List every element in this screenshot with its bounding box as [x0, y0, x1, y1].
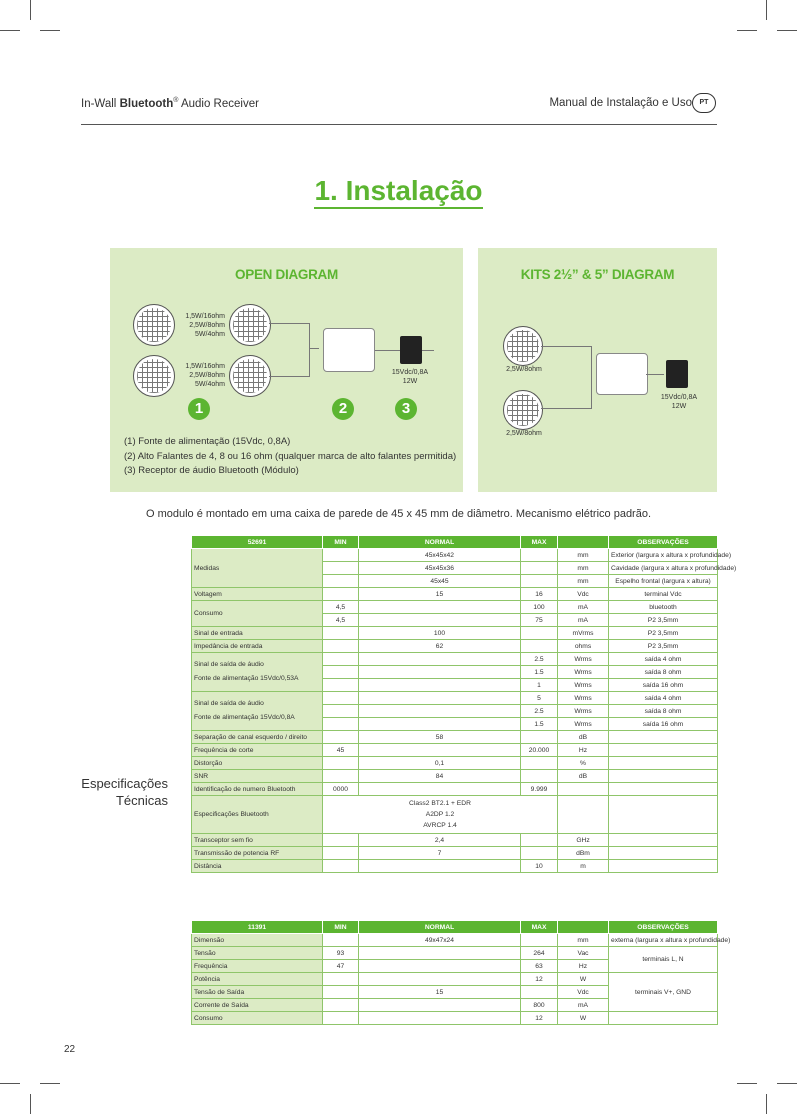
cell-normal: 100 — [359, 627, 521, 640]
cell-obs: Espelho frontal (largura x altura) — [609, 575, 718, 588]
cell-obs: saída 16 ohm — [609, 718, 718, 731]
psu-rating-line: 15Vdc/0,8A — [660, 394, 698, 401]
table-row — [192, 796, 718, 834]
cell-min: 4,5 — [323, 614, 359, 627]
cell-max: 800 — [521, 999, 558, 1012]
table-row — [192, 783, 718, 796]
cell-obs — [609, 731, 718, 744]
crop-mark — [766, 1094, 767, 1114]
power-supply-icon — [400, 336, 422, 364]
psu-rating-label — [380, 368, 440, 386]
rating-line: 5W/4ohm — [195, 331, 225, 338]
cell-obs: bluetooth — [609, 601, 718, 614]
cell-obs — [609, 860, 718, 873]
cell-max: 75 — [521, 614, 558, 627]
header-divider — [81, 124, 717, 125]
cell-normal — [359, 653, 521, 666]
cell-obs — [609, 744, 718, 757]
cell-max: 1 — [521, 679, 558, 692]
cell-min: 47 — [323, 960, 359, 973]
cell-normal — [359, 1012, 521, 1025]
legend-item: (2) Alto Falantes de 4, 8 ou 16 ohm (qualquer marca de alto falantes permitida) — [124, 450, 457, 462]
crop-mark — [737, 1083, 757, 1084]
cell-min — [323, 934, 359, 947]
cell-obs — [609, 847, 718, 860]
cell-unit: Wrms — [558, 692, 609, 705]
speaker-icon — [133, 304, 175, 346]
cell-obs — [609, 783, 718, 796]
table-row — [192, 653, 718, 666]
cell-min — [323, 1012, 359, 1025]
table-header: NORMAL — [359, 536, 521, 549]
header-manual: Manual de Instalação e Uso — [549, 97, 692, 109]
cell-min — [323, 731, 359, 744]
cell-unit: GHz — [558, 834, 609, 847]
cell-min — [323, 973, 359, 986]
cell-normal — [359, 973, 521, 986]
cell-max: 20.000 — [521, 744, 558, 757]
speaker-icon — [133, 355, 175, 397]
cell-normal: 45x45x42 — [359, 549, 521, 562]
cell-max: 10 — [521, 860, 558, 873]
table-row — [192, 973, 718, 986]
cell-max — [521, 934, 558, 947]
cell-max — [521, 731, 558, 744]
wire — [422, 350, 434, 351]
table-row — [192, 860, 718, 873]
cell-max: 12 — [521, 973, 558, 986]
cell-obs — [609, 834, 718, 847]
wire — [541, 346, 591, 347]
cell-min — [323, 562, 359, 575]
cell-obs: saída 4 ohm — [609, 653, 718, 666]
cell-min — [323, 757, 359, 770]
cell-normal: 62 — [359, 640, 521, 653]
badge-1: 1 — [188, 398, 210, 420]
speaker-rating-label: 2,5W/8ohm — [506, 366, 542, 373]
speaker-icon — [503, 390, 543, 430]
speaker-rating-label — [180, 312, 225, 339]
spec-table-52691 — [191, 535, 737, 873]
cell-max — [521, 847, 558, 860]
cell-min — [323, 588, 359, 601]
cell-max — [521, 834, 558, 847]
row-label: Distorção — [192, 757, 323, 770]
cell-min — [323, 679, 359, 692]
rating-line: 1,5W/16ohm — [185, 313, 225, 320]
row-label: Distância — [192, 860, 323, 873]
cell-normal — [359, 718, 521, 731]
table-row — [192, 588, 718, 601]
badge-3: 3 — [395, 398, 417, 420]
cell-max: 63 — [521, 960, 558, 973]
crop-mark — [30, 0, 31, 20]
table-row — [192, 692, 718, 705]
intro-text: O modulo é montado em uma caixa de parede de 45 x 45 mm de diâmetro. Mecanismo elétrico padrão. — [145, 508, 652, 520]
row-label: Transmissão de potencia RF — [192, 847, 323, 860]
cell-normal: 84 — [359, 770, 521, 783]
crop-mark — [40, 30, 60, 31]
row-label: Sinal de saída de áudio Fonte de alimentação 15Vdc/0,53A — [192, 653, 323, 692]
cell-normal: 49x47x24 — [359, 934, 521, 947]
cell-normal — [359, 947, 521, 960]
cell-max — [521, 575, 558, 588]
cell-min — [323, 549, 359, 562]
cell-max — [521, 770, 558, 783]
row-label: Dimensão — [192, 934, 323, 947]
wire — [269, 376, 309, 377]
cell-min — [323, 627, 359, 640]
cell-normal — [359, 860, 521, 873]
row-label: Frequência — [192, 960, 323, 973]
cell-unit: Wrms — [558, 718, 609, 731]
crop-mark — [0, 30, 20, 31]
cell-min — [323, 770, 359, 783]
cell-normal: 15 — [359, 588, 521, 601]
cell-min — [323, 575, 359, 588]
cell-normal — [359, 960, 521, 973]
cell-normal: 7 — [359, 847, 521, 860]
cell-normal — [359, 744, 521, 757]
bluetooth-module-icon — [323, 328, 375, 372]
row-label: Tensão de Saída — [192, 986, 323, 999]
product-suffix: Audio Receiver — [178, 97, 259, 110]
cell-min — [323, 999, 359, 1012]
cell-obs — [609, 757, 718, 770]
table-header: MIN — [323, 536, 359, 549]
cell-normal — [359, 601, 521, 614]
cell-obs — [609, 770, 718, 783]
row-label: Medidas — [192, 549, 323, 588]
cell-min — [323, 847, 359, 860]
speaker-icon — [229, 355, 271, 397]
cell-unit: dBm — [558, 847, 609, 860]
row-label: Consumo — [192, 1012, 323, 1025]
speaker-rating-label: 2,5W/8ohm — [506, 430, 542, 437]
side-title-line: Técnicas — [115, 793, 168, 808]
row-label: Frequência de corte — [192, 744, 323, 757]
cell-max: 12 — [521, 1012, 558, 1025]
table-row — [192, 601, 718, 614]
table-header: OBSERVAÇÕES — [609, 921, 718, 934]
cell-min: 4,5 — [323, 601, 359, 614]
cell-normal: 58 — [359, 731, 521, 744]
cell-unit: Hz — [558, 960, 609, 973]
side-title-line: Especificações — [81, 776, 168, 791]
cell-max: 16 — [521, 588, 558, 601]
cell-unit: dB — [558, 731, 609, 744]
crop-mark — [777, 1083, 797, 1084]
cell-min — [323, 692, 359, 705]
table-row — [192, 744, 718, 757]
cell-min — [323, 834, 359, 847]
legend-item: (3) Receptor de áudio Bluetooth (Módulo) — [124, 465, 299, 476]
cell-obs: saída 8 ohm — [609, 666, 718, 679]
table-row — [192, 847, 718, 860]
cell-obs: P2 3,5mm — [609, 640, 718, 653]
row-label: SNR — [192, 770, 323, 783]
cell-normal: 45x45x36 — [359, 562, 521, 575]
bluetooth-module-icon — [596, 353, 648, 395]
cell-normal: 45x45 — [359, 575, 521, 588]
cell-obs: terminais V+, GND — [609, 973, 718, 1012]
crop-mark — [40, 1083, 60, 1084]
cell-obs — [609, 796, 718, 834]
crop-mark — [777, 30, 797, 31]
cell-min: 0000 — [323, 783, 359, 796]
speaker-rating-label — [180, 362, 225, 389]
cell-normal: 2,4 — [359, 834, 521, 847]
cell-unit: Wrms — [558, 653, 609, 666]
row-label: Potência — [192, 973, 323, 986]
row-label: Impedância de entrada — [192, 640, 323, 653]
cell-obs: P2 3,5mm — [609, 614, 718, 627]
table-row — [192, 757, 718, 770]
cell-max: 1.5 — [521, 666, 558, 679]
cell-normal — [359, 999, 521, 1012]
table-row — [192, 947, 718, 960]
cell-obs: saída 4 ohm — [609, 692, 718, 705]
cell-unit: Wrms — [558, 666, 609, 679]
row-label: Tensão — [192, 947, 323, 960]
cell-max — [521, 549, 558, 562]
row-label: Separação de canal esquerdo / direito — [192, 731, 323, 744]
table-row — [192, 731, 718, 744]
cell-unit: mm — [558, 562, 609, 575]
cell-max: 2.5 — [521, 705, 558, 718]
badge-2: 2 — [332, 398, 354, 420]
table-header — [558, 536, 609, 549]
cell-unit: ohms — [558, 640, 609, 653]
cell-unit: mm — [558, 575, 609, 588]
cell-unit: m — [558, 860, 609, 873]
registered-mark: ® — [173, 97, 179, 104]
table-row — [192, 934, 718, 947]
cell-normal — [359, 692, 521, 705]
cell-obs: terminais L, N — [609, 947, 718, 973]
cell-min — [323, 640, 359, 653]
table-header: 52691 — [192, 536, 323, 549]
cell-max — [521, 986, 558, 999]
cell-obs: Cavidade (largura x altura x profundidade) — [609, 562, 718, 575]
cell-unit — [558, 783, 609, 796]
speaker-icon — [503, 326, 543, 366]
table-header: MAX — [521, 536, 558, 549]
rating-line: 2,5W/8ohm — [189, 372, 225, 379]
cell-obs: saída 16 ohm — [609, 679, 718, 692]
cell-unit: mA — [558, 601, 609, 614]
table-row — [192, 834, 718, 847]
cell-min: 45 — [323, 744, 359, 757]
cell-normal — [359, 679, 521, 692]
table-row — [192, 770, 718, 783]
speaker-icon — [229, 304, 271, 346]
table-header: OBSERVAÇÕES — [609, 536, 718, 549]
wire — [309, 348, 319, 349]
table-header: NORMAL — [359, 921, 521, 934]
header-product — [81, 97, 259, 110]
cell-max — [521, 562, 558, 575]
section-title — [0, 175, 797, 207]
page-number: 22 — [64, 1044, 76, 1055]
wire — [269, 323, 309, 324]
row-label: Sinal de saída de áudio Fonte de alimentação 15Vdc/0,8A — [192, 692, 323, 731]
cell-max: 1.5 — [521, 718, 558, 731]
cell-max — [521, 757, 558, 770]
spec-table-11391 — [191, 920, 731, 1025]
section-title-text: 1. Instalação — [314, 175, 482, 209]
cell-unit: dB — [558, 770, 609, 783]
cell-unit: Vdc — [558, 986, 609, 999]
cell-min — [323, 705, 359, 718]
crop-mark — [737, 30, 757, 31]
cell-obs — [609, 1012, 718, 1025]
table-header: MAX — [521, 921, 558, 934]
cell-obs: terminal Vdc — [609, 588, 718, 601]
row-label: Sinal de entrada — [192, 627, 323, 640]
cell-max: 9.999 — [521, 783, 558, 796]
language-badge: PT — [692, 93, 716, 113]
row-label: Voltagem — [192, 588, 323, 601]
cell-normal — [359, 783, 521, 796]
cell-unit: Vac — [558, 947, 609, 960]
psu-rating-label — [650, 393, 708, 411]
table-header: 11391 — [192, 921, 323, 934]
crop-mark — [30, 1094, 31, 1114]
psu-rating-line: 12W — [402, 378, 418, 385]
cell-normal — [359, 614, 521, 627]
cell-unit: % — [558, 757, 609, 770]
wire — [646, 374, 664, 375]
row-label: Corrente de Saída — [192, 999, 323, 1012]
legend-item: (1) Fonte de alimentação (15Vdc, 0,8A) — [124, 436, 291, 447]
table-row — [192, 1012, 718, 1025]
cell-min — [323, 986, 359, 999]
specs-side-title — [81, 775, 168, 809]
cell-max: 100 — [521, 601, 558, 614]
open-diagram-title: OPEN DIAGRAM — [235, 267, 338, 282]
wire — [541, 408, 591, 409]
cell-min — [323, 666, 359, 679]
wire — [375, 350, 400, 351]
kits-diagram-title: KITS 2½” & 5” DIAGRAM — [520, 267, 675, 282]
rating-line: 1,5W/16ohm — [185, 363, 225, 370]
cell-normal — [359, 666, 521, 679]
table-row — [192, 549, 718, 562]
rating-line: 2,5W/8ohm — [189, 322, 225, 329]
cell-unit: mm — [558, 934, 609, 947]
row-label: Transceptor sem fio — [192, 834, 323, 847]
table-row — [192, 640, 718, 653]
cell-min — [323, 860, 359, 873]
cell-normal: Class2 BT2.1 + EDR A2DP 1.2 AVRCP 1.4 — [323, 796, 558, 834]
cell-min: 93 — [323, 947, 359, 960]
kits-diagram-panel — [478, 248, 717, 492]
row-label: Identificação de numero Bluetooth — [192, 783, 323, 796]
wire — [591, 346, 592, 409]
cell-max — [521, 640, 558, 653]
rating-line: 5W/4ohm — [195, 381, 225, 388]
crop-mark — [0, 1083, 20, 1084]
cell-min — [323, 653, 359, 666]
cell-unit: mVrms — [558, 627, 609, 640]
cell-obs: saída 8 ohm — [609, 705, 718, 718]
cell-unit: Wrms — [558, 679, 609, 692]
cell-max: 264 — [521, 947, 558, 960]
cell-unit: Wrms — [558, 705, 609, 718]
crop-mark — [766, 0, 767, 20]
cell-normal: 0,1 — [359, 757, 521, 770]
cell-normal: 15 — [359, 986, 521, 999]
cell-unit: mA — [558, 999, 609, 1012]
cell-obs: externa (largura x altura x profundidade) — [609, 934, 718, 947]
product-brand: Bluetooth — [119, 97, 174, 110]
cell-unit: W — [558, 1012, 609, 1025]
diagram-legend — [124, 435, 456, 479]
cell-unit — [558, 796, 609, 834]
cell-max: 5 — [521, 692, 558, 705]
psu-rating-line: 12W — [671, 403, 687, 410]
cell-max: 2.5 — [521, 653, 558, 666]
table-row — [192, 627, 718, 640]
table-header — [558, 921, 609, 934]
cell-min — [323, 718, 359, 731]
cell-unit: mA — [558, 614, 609, 627]
cell-unit: W — [558, 973, 609, 986]
psu-rating-line: 15Vdc/0,8A — [391, 369, 429, 376]
row-label: Especificações Bluetooth — [192, 796, 323, 834]
cell-obs: Exterior (largura x altura x profundidade) — [609, 549, 718, 562]
row-label: Consumo — [192, 601, 323, 627]
wire — [309, 323, 310, 377]
cell-obs: P2 3,5mm — [609, 627, 718, 640]
product-prefix: In-Wall — [81, 97, 120, 110]
cell-normal — [359, 705, 521, 718]
cell-unit: Vdc — [558, 588, 609, 601]
power-supply-icon — [666, 360, 688, 388]
cell-unit: mm — [558, 549, 609, 562]
cell-unit: Hz — [558, 744, 609, 757]
cell-max — [521, 627, 558, 640]
table-header: MIN — [323, 921, 359, 934]
